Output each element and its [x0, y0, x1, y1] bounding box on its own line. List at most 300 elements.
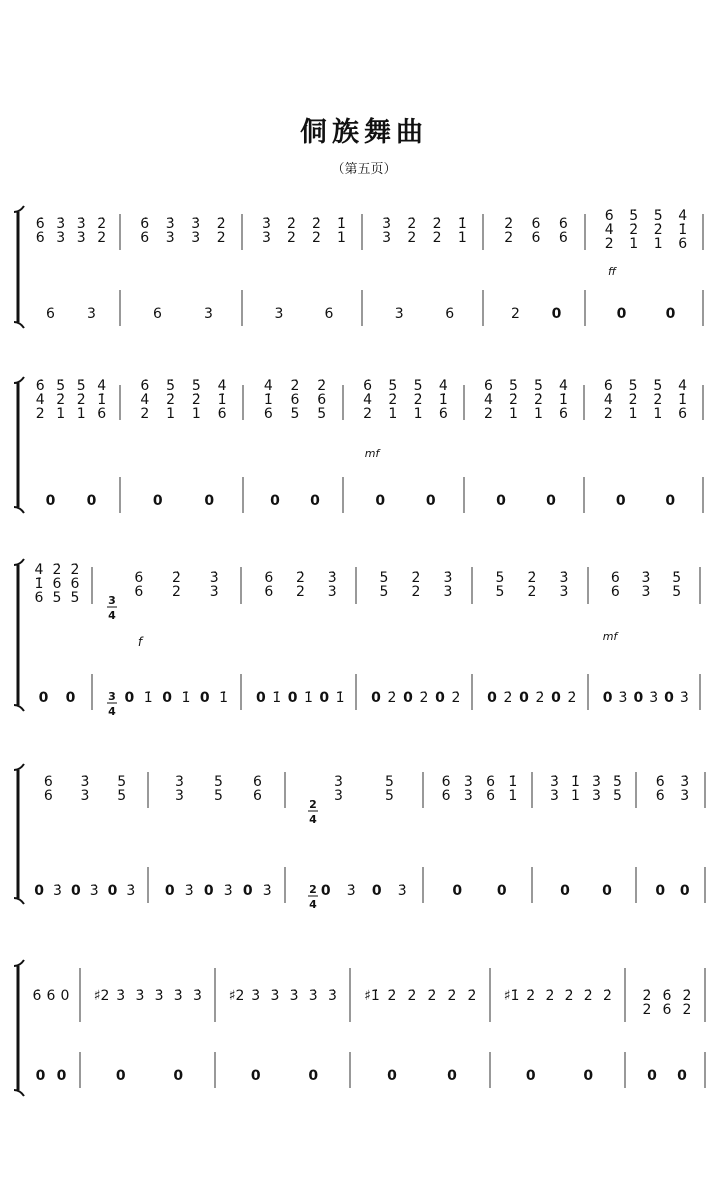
time-sig-bottom: 4	[108, 705, 116, 718]
upper-note: 3	[641, 584, 651, 600]
upper-note: 6̇	[484, 378, 493, 394]
upper-note: 3̇	[308, 988, 318, 1004]
lower-note: 0	[45, 493, 56, 509]
lower-note: 0	[38, 690, 49, 706]
lower-note: 3̇	[184, 883, 194, 899]
upper-note: 1	[534, 406, 543, 422]
lower-note: 0	[242, 883, 253, 899]
lower-note: 0	[256, 690, 266, 706]
upper-note: 2	[407, 230, 417, 246]
upper-note: 1	[653, 406, 663, 422]
upper-note: 2̇	[287, 216, 296, 232]
upper-note: 2̇	[56, 392, 66, 408]
lower-note: 0	[70, 883, 81, 899]
upper-note: 5	[214, 788, 223, 804]
lower-note: 0	[35, 1068, 46, 1084]
upper-note: 2	[287, 230, 296, 246]
lower-note: 0	[270, 493, 280, 509]
upper-note: ♯2	[93, 988, 110, 1004]
system-bracket-bottom	[14, 507, 24, 513]
upper-note: 6	[486, 788, 496, 804]
lower-note: 6	[445, 306, 455, 322]
lower-note: 2̇	[451, 690, 461, 706]
upper-note: 1	[457, 230, 467, 246]
upper-note: 4̇	[678, 208, 688, 224]
upper-note: 6	[134, 584, 144, 600]
upper-note: 2̇	[52, 562, 62, 578]
upper-note: 6	[34, 590, 44, 606]
system-bracket-bottom	[14, 1090, 24, 1096]
upper-note: 6	[134, 570, 144, 586]
upper-note: 2	[216, 230, 226, 246]
dynamic-mark: f	[137, 635, 143, 649]
upper-note: 5	[672, 584, 682, 600]
upper-note: 2̇	[602, 988, 612, 1004]
upper-note: 2	[35, 406, 45, 422]
upper-note: 2	[484, 406, 493, 422]
lower-note: 0	[647, 1068, 657, 1084]
upper-note: 4̇	[678, 378, 688, 394]
upper-note: 5	[379, 570, 389, 586]
upper-note: 6	[486, 774, 496, 790]
upper-note: 2̇	[76, 392, 86, 408]
lower-note: 3̇	[679, 690, 689, 706]
upper-note: 5	[117, 788, 127, 804]
system-bracket-bottom	[14, 322, 24, 328]
upper-note: 3̇	[327, 570, 337, 586]
lower-note: 0	[152, 493, 163, 509]
lower-note: 0	[204, 493, 215, 509]
lower-note: 0	[371, 690, 381, 706]
upper-note: 2̇	[413, 392, 423, 408]
lower-note: 3	[87, 306, 96, 322]
lower-note: 3̇	[262, 883, 272, 899]
system-bracket-top	[14, 764, 24, 770]
lower-note: 0	[655, 883, 666, 899]
lower-note: 0	[124, 690, 135, 706]
upper-note: 2̇	[583, 988, 593, 1004]
lower-note: 0	[452, 883, 463, 899]
upper-note: 6	[441, 788, 451, 804]
upper-note: 2	[504, 230, 514, 246]
lower-note: 1̇	[335, 690, 345, 706]
upper-note: 5	[385, 788, 394, 804]
lower-note: 0	[546, 493, 556, 509]
upper-note: 3	[334, 788, 343, 804]
lower-note: 2	[511, 306, 520, 322]
upper-note: 6	[678, 406, 688, 422]
system-bracket-top	[14, 960, 24, 966]
lower-note: 3̇	[126, 883, 136, 899]
lower-note: 0	[679, 883, 690, 899]
upper-note: 2̇	[526, 988, 536, 1004]
upper-note: 6̇	[604, 208, 614, 224]
upper-note: 6	[217, 406, 227, 422]
upper-note: 2	[527, 584, 537, 600]
upper-note: 1̇	[97, 392, 107, 408]
upper-note: 3̇	[327, 988, 337, 1004]
upper-note: 3̇	[154, 988, 164, 1004]
upper-note: 4̇	[603, 392, 613, 408]
upper-note: 5̇	[653, 378, 663, 394]
upper-note: 1̇	[559, 392, 568, 408]
upper-note: 6	[140, 230, 150, 246]
score-title: 侗族舞曲	[300, 117, 428, 148]
upper-note: 2	[603, 406, 613, 422]
lower-note: 0	[56, 1068, 67, 1084]
upper-note: 2	[432, 230, 442, 246]
lower-note: 0	[371, 883, 382, 899]
upper-note: 3	[191, 230, 201, 246]
lower-note: 0	[487, 690, 497, 706]
upper-note: 3̇	[192, 988, 202, 1004]
upper-note: 3̇	[191, 216, 201, 232]
lower-note: 6	[46, 306, 55, 322]
upper-note: 6	[264, 584, 274, 600]
upper-note: 6̇	[662, 988, 672, 1004]
lower-note: 0	[602, 690, 613, 706]
lower-note: 0	[615, 493, 626, 509]
upper-note: 6	[558, 216, 568, 232]
upper-note: 5	[613, 788, 622, 804]
upper-note: 1̇	[217, 392, 227, 408]
upper-note: 3	[443, 584, 453, 600]
upper-note: 5̇	[629, 208, 639, 224]
upper-note: 2	[172, 584, 181, 600]
upper-note: 2̇	[191, 392, 201, 408]
upper-note: 3	[327, 584, 337, 600]
upper-note: 5	[317, 406, 327, 422]
upper-note: 5	[385, 774, 394, 790]
upper-note: 6̇	[655, 774, 665, 790]
upper-note: 5	[379, 584, 389, 600]
lower-note: 3̇	[53, 883, 62, 899]
upper-note: 6	[97, 406, 107, 422]
lower-note: 6	[324, 306, 334, 322]
upper-note: 2̇	[172, 570, 181, 586]
upper-note: 3̇	[270, 988, 280, 1004]
upper-note: 5̇	[166, 378, 176, 394]
lower-note: 2̇	[503, 690, 513, 706]
upper-note: 6	[46, 988, 56, 1004]
upper-note: 1	[166, 406, 176, 422]
system-bracket-top	[14, 377, 24, 383]
upper-note: 2̇	[432, 216, 442, 232]
upper-note: 6̇	[35, 378, 45, 394]
upper-note: 2̇	[564, 988, 574, 1004]
upper-note: 6̇	[363, 378, 373, 394]
upper-note: 3	[175, 788, 184, 804]
upper-note: 2	[604, 236, 614, 252]
upper-note: 3	[680, 788, 690, 804]
upper-note: 6	[43, 788, 53, 804]
time-sig-top: 2	[309, 798, 317, 811]
upper-note: 5̇	[613, 774, 622, 790]
lower-note: 3̇	[649, 690, 659, 706]
lower-note: 3̇	[397, 883, 407, 899]
upper-note: 4̇	[438, 378, 448, 394]
upper-note: 1	[191, 406, 201, 422]
lower-note: 0	[115, 1068, 126, 1084]
system-bracket-top	[14, 559, 24, 565]
upper-note: 6	[290, 392, 300, 408]
upper-note: 2̇	[166, 392, 176, 408]
upper-note: 3	[56, 230, 66, 246]
upper-note: 6	[678, 236, 688, 252]
upper-note: 2̇	[629, 222, 639, 238]
upper-note: 4̇	[559, 378, 568, 394]
upper-note: 2̇	[628, 392, 638, 408]
upper-note: 6	[263, 406, 273, 422]
lower-note: 0	[496, 883, 507, 899]
lower-note: 0	[308, 1068, 319, 1084]
lower-note: 0	[425, 493, 436, 509]
upper-note: 5	[52, 590, 62, 606]
upper-note: 1	[509, 406, 518, 422]
upper-note: 2̇	[216, 216, 226, 232]
upper-note: 2̇	[296, 570, 305, 586]
lower-note: 0	[665, 493, 676, 509]
upper-note: 6	[531, 216, 541, 232]
upper-note: 4̇	[217, 378, 227, 394]
upper-note: 2̇	[545, 988, 555, 1004]
system-bracket-bottom	[14, 705, 24, 711]
upper-note: 6	[253, 788, 262, 804]
upper-note: 1	[413, 406, 423, 422]
lower-note: 0	[199, 690, 210, 706]
lower-note: 0	[435, 690, 445, 706]
upper-note: 1̇	[438, 392, 448, 408]
time-sig-bottom: 4	[108, 609, 116, 622]
upper-note: 2	[411, 584, 421, 600]
upper-note: 2̇	[312, 216, 321, 232]
upper-note: 6	[264, 570, 274, 586]
time-sig-top: 3	[108, 594, 116, 607]
lower-note: 1̇	[143, 690, 153, 706]
lower-note: 0	[310, 493, 320, 509]
upper-note: 2	[312, 230, 321, 246]
upper-note: 6	[253, 774, 262, 790]
upper-note: 2̇	[387, 988, 397, 1004]
upper-note: 6̇	[140, 216, 150, 232]
upper-note: 1	[628, 406, 638, 422]
upper-note: 5̇	[56, 378, 66, 394]
page-subtitle: （第五页）	[331, 162, 397, 177]
upper-note: 4̇	[140, 392, 150, 408]
upper-note: 4̇	[363, 392, 373, 408]
upper-note: 1	[629, 236, 639, 252]
upper-note: 2̇	[682, 988, 692, 1004]
lower-note: 0	[525, 1068, 536, 1084]
upper-note: 2̇	[407, 216, 417, 232]
upper-note: 3̇	[559, 570, 569, 586]
upper-note: 5̇	[413, 378, 423, 394]
upper-note: 1	[56, 406, 66, 422]
upper-note: 1̇	[571, 774, 580, 790]
upper-note: 6	[43, 774, 53, 790]
lower-note: 0	[677, 1068, 687, 1084]
lower-note: 2̇	[535, 690, 545, 706]
upper-note: 1	[337, 230, 346, 246]
lower-note: 3	[204, 306, 213, 322]
lower-note: 0	[387, 1068, 397, 1084]
upper-note: 5	[495, 570, 505, 586]
upper-note: 2̇	[509, 392, 518, 408]
lower-note: 3̇	[618, 690, 628, 706]
upper-note: ♯1̇	[503, 988, 520, 1004]
upper-note: ♯1̇	[364, 988, 380, 1004]
upper-note: 6̇	[35, 216, 45, 232]
lower-note: 0	[616, 306, 627, 322]
upper-note: 3̇	[592, 774, 601, 790]
upper-note: 3	[550, 788, 559, 804]
lower-note: 1̇	[303, 690, 313, 706]
upper-note: 1̇	[457, 216, 467, 232]
upper-note: 5̇	[672, 570, 682, 586]
lower-note: 0	[164, 883, 175, 899]
upper-note: 6	[70, 576, 80, 592]
upper-note: 3̇	[76, 216, 86, 232]
lower-note: 1̇	[181, 690, 191, 706]
upper-note: 2̇	[407, 988, 417, 1004]
lower-note: 6	[153, 306, 162, 322]
upper-note: 3̇	[209, 570, 219, 586]
upper-note: 5	[214, 774, 223, 790]
upper-note: 2	[682, 1002, 692, 1018]
upper-note: 4̇	[34, 562, 44, 578]
upper-note: 3̇	[116, 988, 126, 1004]
lower-note: 0	[375, 493, 386, 509]
upper-note: 1̇	[678, 392, 688, 408]
upper-note: 3̇	[165, 216, 175, 232]
upper-note: 1	[653, 236, 663, 252]
upper-note: 1̇	[337, 216, 346, 232]
upper-note: 6	[531, 230, 541, 246]
lower-note: 0	[519, 690, 529, 706]
upper-note: 6	[610, 570, 620, 586]
upper-note: 3̇	[262, 216, 271, 232]
lower-note: 1̇	[219, 690, 229, 706]
upper-note: 2̇	[290, 378, 300, 394]
lower-note: 0	[403, 690, 413, 706]
lower-note: 0	[551, 306, 562, 322]
upper-note: 5̇	[653, 208, 663, 224]
upper-note: 6̇	[603, 378, 613, 394]
upper-note: 6	[558, 230, 568, 246]
lower-note: 3̇	[346, 883, 356, 899]
upper-note: 2̇	[527, 570, 537, 586]
upper-note: 3	[559, 584, 569, 600]
upper-note: 3̇	[550, 774, 559, 790]
lower-note: 0	[203, 883, 214, 899]
upper-note: 4̇	[97, 378, 107, 394]
upper-note: 5	[70, 590, 80, 606]
upper-note: 2̇	[427, 988, 437, 1004]
upper-note: 3	[209, 584, 219, 600]
upper-note: 6	[438, 406, 448, 422]
lower-note: 2̇	[567, 690, 577, 706]
upper-note: 2̇	[317, 378, 327, 394]
upper-note: 3̇	[56, 216, 66, 232]
upper-note: 4̇	[484, 392, 493, 408]
upper-note: ♯2	[228, 988, 245, 1004]
lower-note: 0	[664, 690, 674, 706]
lower-note: 2̇	[419, 690, 429, 706]
upper-note: 1	[388, 406, 398, 422]
time-sig-top: 3	[108, 690, 116, 703]
upper-note: 3̇	[80, 774, 90, 790]
upper-note: 2	[140, 406, 150, 422]
lower-note: 0	[602, 883, 612, 899]
upper-note: 3̇	[382, 216, 392, 232]
upper-note: 1̇	[34, 576, 44, 592]
upper-note: 4̇	[35, 392, 45, 408]
lower-note: 0	[250, 1068, 261, 1084]
upper-note: 3	[175, 774, 184, 790]
upper-note: 6	[610, 584, 620, 600]
upper-note: 2̇	[653, 392, 663, 408]
upper-note: 6	[441, 774, 451, 790]
upper-note: 6	[52, 576, 62, 592]
upper-note: 5	[290, 406, 300, 422]
dynamic-mark: mf	[364, 447, 380, 460]
upper-note: 3	[592, 788, 601, 804]
upper-note: 2̇	[504, 216, 514, 232]
upper-note: 1̇	[508, 774, 518, 790]
upper-note: 2	[296, 584, 305, 600]
lower-note: 0	[551, 690, 561, 706]
upper-note: 3	[463, 788, 473, 804]
upper-note: 2̇	[467, 988, 477, 1004]
time-sig-bottom: 4	[309, 898, 317, 911]
upper-note: 6	[559, 406, 568, 422]
lower-note: 0	[287, 690, 298, 706]
upper-note: 1̇	[263, 392, 273, 408]
lower-note: 0	[65, 690, 76, 706]
lower-note: 0	[107, 883, 118, 899]
upper-note: 5̇	[76, 378, 86, 394]
upper-note: 3̇	[135, 988, 145, 1004]
upper-note: 5̇	[628, 378, 638, 394]
time-sig-top: 2	[309, 883, 317, 896]
upper-note: 6	[35, 230, 45, 246]
lower-note: 2̇	[387, 690, 397, 706]
upper-note: 3̇	[289, 988, 299, 1004]
upper-note: 6̇	[140, 378, 150, 394]
upper-note: 2̇	[388, 392, 398, 408]
lower-note: 0	[162, 690, 172, 706]
upper-note: 3	[334, 774, 343, 790]
lower-note: 0	[665, 306, 676, 322]
upper-note: 1	[571, 788, 580, 804]
upper-note: 0	[60, 988, 70, 1004]
upper-note: 3	[80, 788, 90, 804]
upper-note: 3	[262, 230, 271, 246]
lower-note: 0	[173, 1068, 184, 1084]
lower-note: 0	[583, 1068, 594, 1084]
upper-note: 2̇	[447, 988, 457, 1004]
lower-note: 3̇	[223, 883, 233, 899]
upper-note: 5̇	[534, 378, 543, 394]
lower-note: 0	[496, 493, 506, 509]
upper-note: 3	[382, 230, 392, 246]
lower-note: 0	[447, 1068, 457, 1084]
upper-note: 2̇	[534, 392, 543, 408]
lower-note: 0	[34, 883, 45, 899]
upper-note: 2̇	[97, 216, 107, 232]
lower-note: 3̇	[89, 883, 99, 899]
lower-note: 1̇	[272, 690, 282, 706]
